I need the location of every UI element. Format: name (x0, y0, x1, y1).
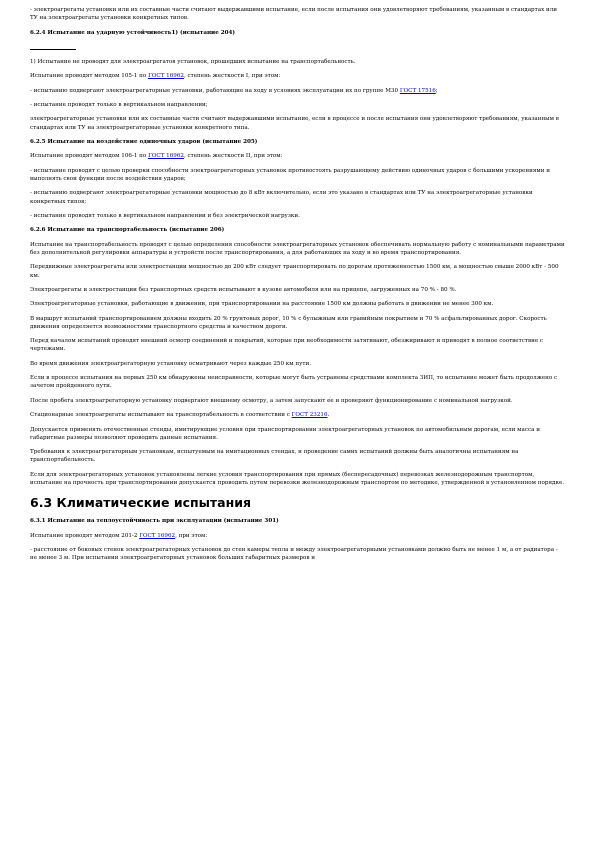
paragraph: Требования к электроагрегаторным установкам, испытуемым на имитационных стендах, и проведение самих испытаний должны быть аналогичны испытаниям на транспортабельность. (30, 449, 519, 464)
paragraph: Во время движения электроагрегаторную установку осматривают через каждые 250 км пути. (30, 360, 312, 367)
gost-link[interactable]: ГОСТ 17516 (399, 87, 436, 94)
paragraph-text: Испытание проводят методом 201-2 (30, 532, 140, 539)
gost-link[interactable]: ГОСТ 16962 (148, 153, 184, 160)
section-heading: 6.3 Климатические испытания (30, 495, 252, 511)
paragraph-text: , степень жесткости I, при этом: (183, 73, 281, 80)
paragraph (30, 532, 565, 540)
paragraph-text: Испытание проводят методом 106-1 по (30, 153, 149, 160)
paragraph: Электроагрегаторные установки, работающие в движении, при транспортировании на расстояние 1500 км должны работать в движении не менее 300 км. (30, 301, 494, 308)
gost-link[interactable]: ГОСТ 23216 (291, 412, 328, 419)
paragraph: После пробега электроагрегаторную установку подвергают внешнему осмотру, а затем запускают ее и проверяют функционирование с номинальной нагрузкой. (30, 397, 513, 404)
paragraph-text: Испытание проводят методом 105-1 по (30, 73, 149, 80)
paragraph: электроагрегаторные установки или их составные части считают выдержавшими испытание, если в процессе и после испытания они удовлетворяют требованиям, указанным в стандартах или ТУ на электроагрегаторные установки конкретного типа. (30, 116, 559, 131)
subsection-heading: 6.2.6 Испытание на транспортабельность (испытание 206) (30, 227, 225, 234)
paragraph: - испытание проводят только в вертикальном направлении и без электрической нагрузки. (30, 212, 300, 219)
gost-link[interactable]: ГОСТ 16962 (148, 73, 184, 80)
footnote-divider (30, 49, 76, 50)
paragraph: - испытание проводят только в вертикальном направлении; (30, 101, 208, 108)
paragraph: - испытанию подвергают электроагрегаторные установки мощностью до 8 кВт включительно, если это указано в стандартах или ТУ на электроагрегаторные установки конкретных типов; (30, 190, 533, 205)
paragraph: - электроагрегаты установки или их составные части считают выдержавшими испытание, если после испытания они удовлетворяют требованиям, указанным в стандартах или ТУ на электроагрегаты установки конкретных типов. (30, 7, 558, 22)
paragraph-text: , степень жесткости II, при этом: (183, 153, 283, 160)
paragraph (30, 87, 565, 95)
paragraph-text: , при этом: (175, 532, 208, 539)
paragraph: Если в процессе испытания на первых 250 км обнаружены неисправности, которые могут быть устранены средствами комплекта ЗИП, то испытание может быть продолжено с зачетом пройденного пути. (30, 375, 558, 390)
paragraph: Допускается применять отечественные стенды, имитирующие условия при транспортировании электроагрегаторных установок по автомобильным дорогам, если масса и габаритные размеры позволяют проводить данные испытания. (30, 426, 540, 441)
paragraph: 1) Испытание не проводят для электроагрегатов установок, прошедших испытание на транспортабельность. (30, 58, 356, 65)
paragraph: Электроагрегаты и электростанции без транспортных средств испытывают в кузове автомобиля или на прицепе, загруженных на 70 % - 80 %. (30, 286, 457, 293)
paragraph-text: ; (435, 87, 438, 94)
paragraph (30, 411, 565, 419)
paragraph-text: - испытанию подвергают электроагрегаторные установки, работающие на ходу в условиях эксплуатации их по группе М30 (30, 87, 400, 94)
paragraph (30, 152, 565, 160)
subsection-heading: 6.2.4 Испытание на ударную устойчивость1) (испытание 204) (30, 29, 236, 36)
gost-link[interactable]: ГОСТ 16962 (139, 532, 176, 539)
paragraph: В маршрут испытаний транспортированием должны входить 20 % грунтовых дорог, 10 % с булыжным или гравийным покрытием и 70 % асфальтированных дорог. Скорость движения определяется возможностями транспортного средства и качеством дороги. (30, 315, 547, 330)
paragraph: Перед началом испытаний проводят внешний осмотр соединений и покрытий, которые при необходимости затягивают, обезжиривают и приводят в полное соответствие с чертежами. (30, 338, 544, 353)
paragraph: Испытание на транспортабельность проводят с целью определения способности электроагрегаторных установок обеспечивать нормальную работу с номинальными параметрами без дополнительной регулировки аппаратуры и устройств после транспортирования, а для работающих на ходу и во время транспортирования. (30, 241, 565, 256)
paragraph: - испытание проводят с целью проверки способности электроагрегаторных установок противостоять разрушающему действию одиночных ударов с большими ускорениями и выполнять свои функции после воздействия ударов; (30, 167, 550, 182)
paragraph-text: Стационарные электроагрегаты испытывают на транспортабельность в соответствии с (30, 412, 292, 419)
subsection-heading: 6.3.1 Испытание на теплоустойчивость при эксплуатации (испытание 301) (30, 518, 279, 525)
subsection-heading: 6.2.5 Испытание на воздействие одиночных ударов (испытание 205) (30, 138, 258, 145)
paragraph-text: . (327, 412, 330, 419)
paragraph: Передвижные электроагрегаты или электростанции мощностью до 200 кВт следует транспортировать по дорогам протяженностью 1500 км, а мощностью свыше 2000 кВт - 500 км. (30, 264, 559, 279)
paragraph (30, 72, 565, 80)
paragraph: - расстояние от боковых стенок электроагрегаторных установок до стен камеры тепла и между электроагрегаторными установками должно быть не менее 1 м, а от радиатора - не менее 3 м. При испытании электроагрегаторных установок больших габаритных размеров и (30, 547, 558, 562)
paragraph: Если для электроагрегаторных установок установлены легкие условия транспортирования при прямых (беспересадочных) перевозках железнодорожным транспортом, испытание на прочность при транспортировании допускается проводить путем перевозки железнодорожным транспортом по методике, утвержденной в установленном порядке. (30, 471, 565, 487)
